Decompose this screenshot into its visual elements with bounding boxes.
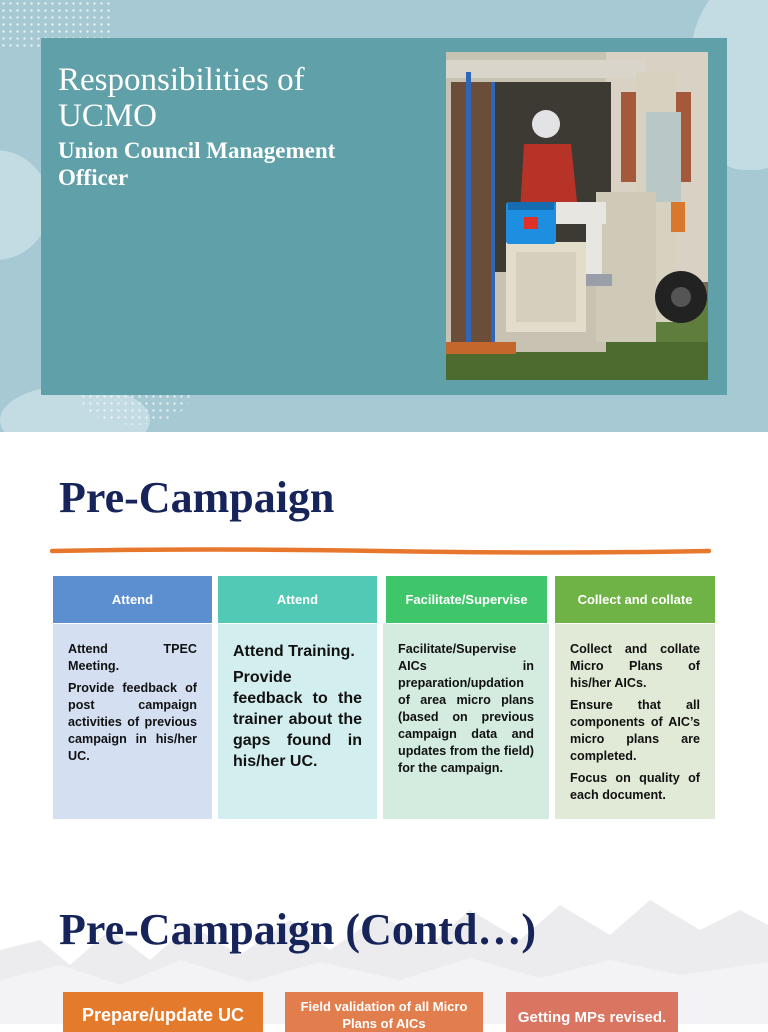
rickshaw-illustration — [446, 52, 708, 380]
column-text: Provide feedback of post campaign activities of previous campaign in his/her UC. — [68, 681, 197, 763]
column-body-attend-training — [218, 624, 377, 819]
brush-underline — [50, 546, 711, 556]
box-label: Prepare/update UC — [81, 1005, 245, 1025]
column-body-collect — [555, 624, 715, 819]
pre-campaign-title: Pre-Campaign — [59, 473, 335, 522]
column-header-attend-tpec: Attend — [53, 576, 212, 623]
pre-campaign-contd-title: Pre-Campaign (Contd…) — [59, 905, 537, 954]
column-body-attend-tpec — [53, 624, 212, 819]
box-getting-mps-revised — [506, 992, 678, 1032]
column-text: Focus on quality of each document. — [570, 771, 700, 802]
slide-title-heading: Responsibilities of UCMO — [58, 62, 305, 134]
column-text: Attend TPEC Meeting. — [68, 642, 197, 673]
column-header-facilitate: Facilitate/Supervise — [386, 576, 547, 623]
column-header-collect: Collect and collate — [555, 576, 715, 623]
rickshaw-photo — [446, 52, 708, 380]
box-field-validation — [285, 992, 483, 1032]
column-text: Provide feedback to the trainer about the gaps found in his/her UC. — [233, 669, 362, 770]
box-label: Field validation of all Micro Plans of AICs — [300, 999, 468, 1031]
box-prepare-update-uc — [63, 992, 263, 1032]
box-label: Getting MPs revised. — [517, 1009, 667, 1026]
column-text: Facilitate/Supervise AICs in preparation/updation of area micro plans (based on previous campaign data and updates from the field) for the campaign. — [398, 642, 534, 775]
column-header-attend-training: Attend — [218, 576, 377, 623]
column-text: Ensure that all components of AIC’s micro plans are completed. — [570, 698, 700, 763]
column-body-facilitate — [383, 624, 549, 819]
slide-subtitle: Union Council Management Officer — [58, 138, 336, 190]
column-text: Attend Training. — [233, 643, 355, 660]
column-text: Collect and collate Micro Plans of his/her AICs. — [570, 642, 700, 690]
slide-title — [0, 0, 768, 432]
